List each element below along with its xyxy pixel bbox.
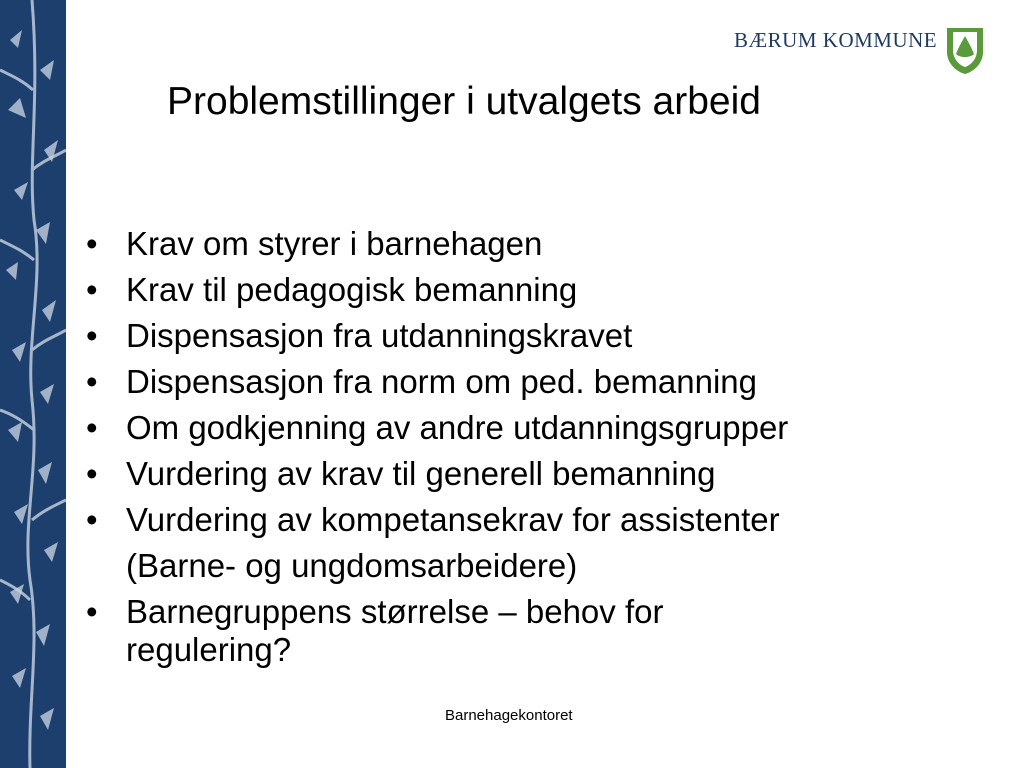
bullet-item — [86, 359, 788, 405]
bullet-item — [86, 313, 788, 359]
slide-title: Problemstillinger i utvalgets arbeid — [167, 80, 761, 123]
bullet-text: • Krav til pedagogisk bemanning — [126, 271, 578, 308]
tree-pattern-icon — [0, 0, 66, 768]
bullet-item — [86, 451, 788, 497]
bullet-text: • Vurdering av kompetansekrav for assistenter — [126, 501, 780, 538]
bullet-text-continued: (Barne- og ungdomsarbeidere) — [126, 547, 578, 584]
bullet-text: • Dispensasjon fra norm om ped. bemanning — [126, 363, 758, 400]
slide-footer: Barnehagekontoret — [445, 707, 573, 724]
bullet-item — [86, 497, 788, 589]
baerum-kommune-logo — [734, 24, 985, 80]
shield-icon — [945, 24, 985, 76]
bullet-text: • Barnegruppens størrelse – behov for — [126, 593, 664, 630]
bullet-text: • Krav om styrer i barnehagen — [126, 225, 543, 262]
bullet-text: • Om godkjenning av andre utdanningsgrupper — [126, 409, 789, 446]
bullet-item — [86, 589, 788, 669]
bullet-item — [86, 221, 788, 267]
bullet-item — [86, 405, 788, 451]
bullet-text-continued: regulering? — [126, 631, 292, 668]
bullet-text: • Dispensasjon fra utdanningskravet — [126, 317, 633, 354]
decorative-side-strip — [0, 0, 66, 768]
logo-text: BÆRUM KOMMUNE — [734, 28, 938, 52]
bullet-item — [86, 267, 788, 313]
bullet-text: • Vurdering av krav til generell bemanning — [126, 455, 716, 492]
bullet-list — [86, 221, 788, 669]
